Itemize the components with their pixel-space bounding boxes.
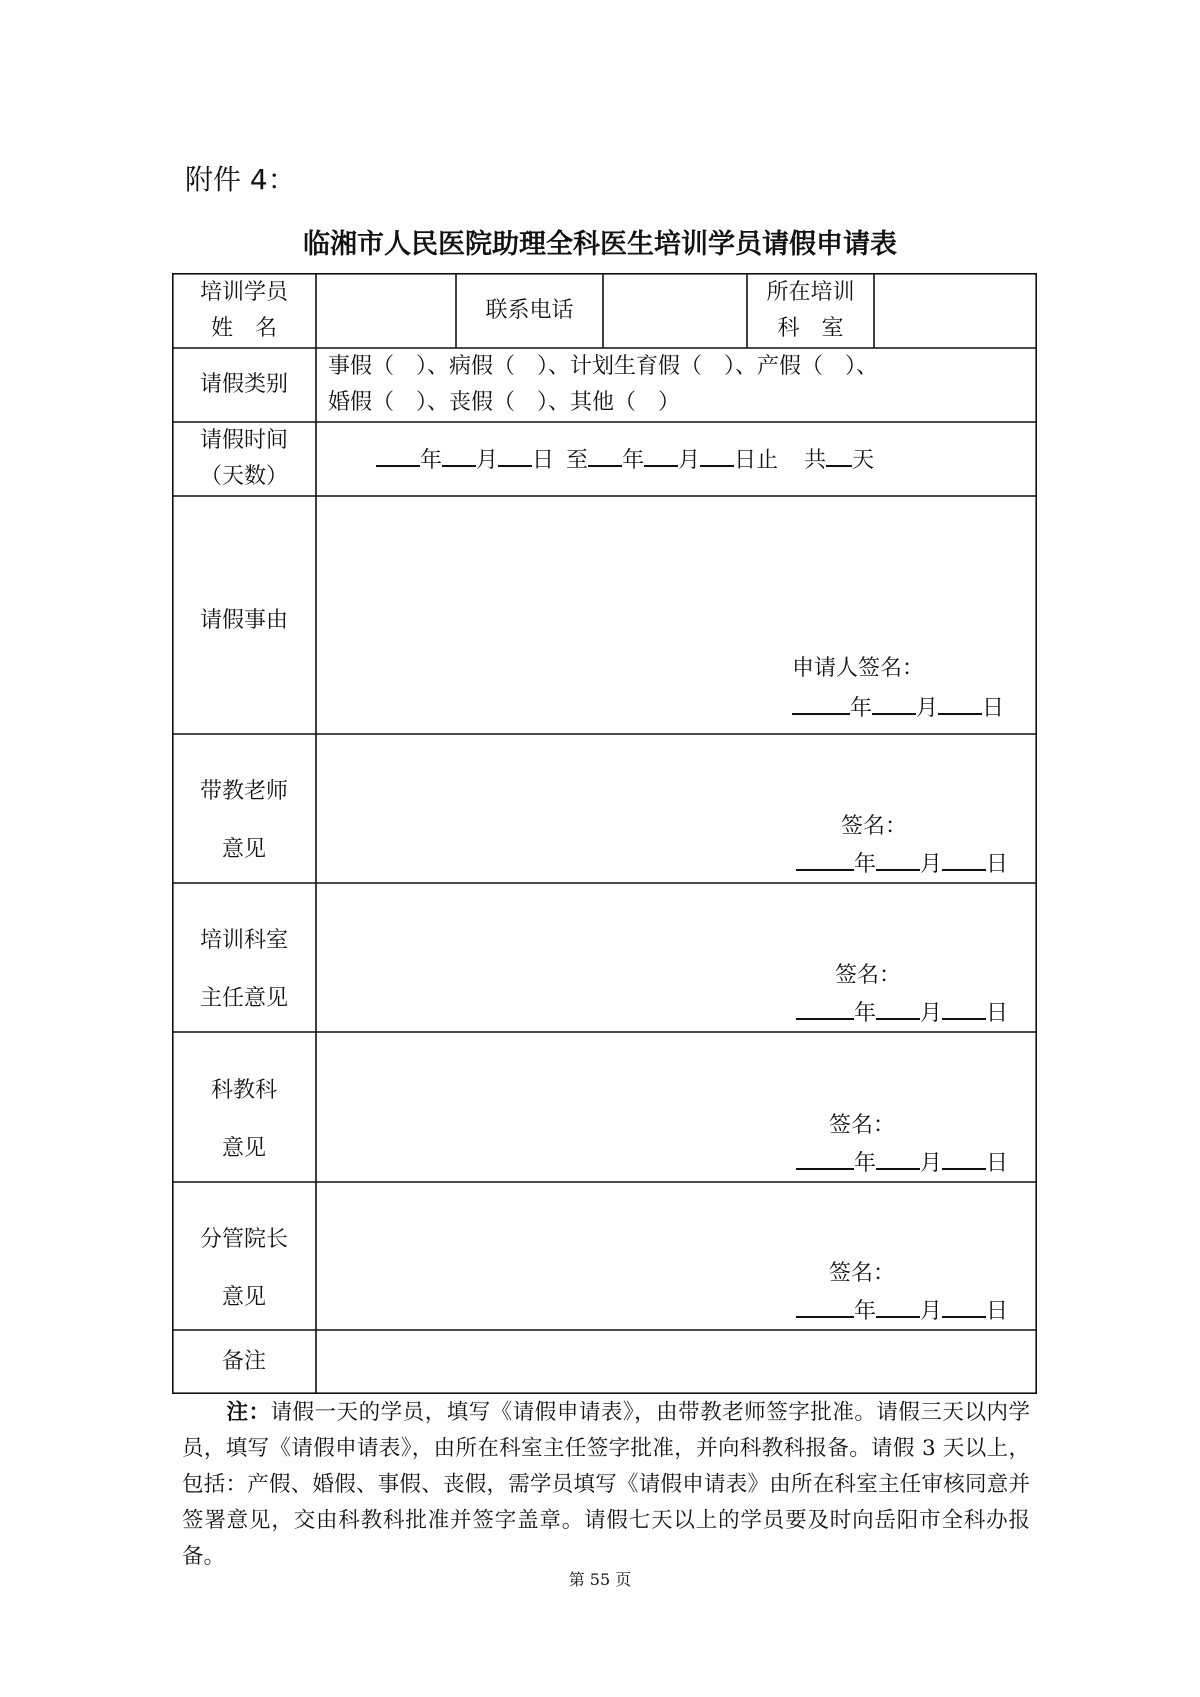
note-text: 请假一天的学员，填写《请假申请表》，由带教老师签字批准。请假三天以内学员，填写《请假申请表》，由所在科室主任签字批准，并向科教科报备。请假 3 天以上，包括：产假、婚假、事假、丧假，需学员填写《请假申请表》由所在科室主任审核同意并签署意见，交由科教科批准并签字盖章。请假七天以上的学员要及时向岳阳市全科办报备。 bbox=[182, 1400, 1030, 1569]
end-month-blank[interactable] bbox=[644, 441, 678, 467]
start-month-blank[interactable] bbox=[442, 441, 476, 467]
teacher-opinion-label bbox=[172, 763, 316, 879]
dean-sign-date[interactable] bbox=[796, 1292, 1008, 1330]
start-year-blank[interactable] bbox=[376, 441, 420, 467]
teacher-label-line-1: 带教老师 bbox=[199, 779, 288, 804]
form-title: 临湘市人民医院助理全科医生培训学员请假申请表 bbox=[303, 229, 897, 260]
teacher-sign-date[interactable] bbox=[796, 845, 1008, 883]
director-opinion-label bbox=[172, 912, 316, 1028]
science-year-blank[interactable] bbox=[796, 1144, 854, 1170]
dept-label-line-1: 所在培训 bbox=[766, 280, 855, 305]
teacher-year-unit: 年 bbox=[854, 852, 877, 877]
director-day-blank[interactable] bbox=[942, 994, 986, 1020]
dean-month-blank[interactable] bbox=[876, 1292, 920, 1318]
leave-type-line-1: 事假（ ）、病假（ ）、计划生育假（ ）、产假（ ）、 bbox=[328, 354, 879, 379]
science-sign-date[interactable] bbox=[796, 1144, 1008, 1182]
science-year-unit: 年 bbox=[854, 1151, 877, 1176]
dean-opinion-label bbox=[172, 1211, 316, 1327]
page-number: 第 55 页 bbox=[568, 1570, 632, 1589]
leave-date-range[interactable] bbox=[376, 441, 874, 479]
end-day-blank[interactable] bbox=[700, 441, 734, 467]
science-dept-opinion-label bbox=[172, 1062, 316, 1178]
leave-type-label: 请假类别 bbox=[199, 372, 288, 397]
dept-field[interactable] bbox=[876, 275, 1034, 347]
teacher-year-blank[interactable] bbox=[796, 845, 854, 871]
phone-field[interactable] bbox=[605, 275, 745, 347]
total-label: 共 bbox=[804, 448, 827, 473]
applicant-month-unit: 月 bbox=[916, 696, 939, 721]
science-sign-label: 签名： bbox=[829, 1113, 896, 1138]
end-month-unit: 月 bbox=[678, 448, 701, 473]
dept-label bbox=[747, 275, 874, 347]
science-day-unit: 日 bbox=[986, 1151, 1009, 1176]
applicant-sign-date[interactable] bbox=[792, 689, 1004, 727]
instruction-note bbox=[182, 1395, 1030, 1575]
reason-field[interactable] bbox=[318, 499, 1034, 649]
reason-label: 请假事由 bbox=[199, 608, 288, 633]
teacher-month-unit: 月 bbox=[920, 852, 943, 877]
director-opinion-field[interactable] bbox=[318, 886, 1034, 936]
start-year-unit: 年 bbox=[420, 448, 443, 473]
teacher-month-blank[interactable] bbox=[876, 845, 920, 871]
science-month-unit: 月 bbox=[920, 1151, 943, 1176]
note-prefix: 注： bbox=[226, 1400, 271, 1425]
teacher-label-line-2: 意见 bbox=[221, 837, 266, 862]
leave-time-label-line-1: 请假时间 bbox=[199, 428, 288, 453]
leave-type-options[interactable] bbox=[328, 349, 878, 421]
science-day-blank[interactable] bbox=[942, 1144, 986, 1170]
dean-year-unit: 年 bbox=[854, 1299, 877, 1324]
teacher-day-unit: 日 bbox=[986, 852, 1009, 877]
applicant-month-blank[interactable] bbox=[872, 689, 916, 715]
remarks-label: 备注 bbox=[221, 1349, 266, 1374]
leave-application-table bbox=[172, 273, 1037, 1394]
applicant-year-blank[interactable] bbox=[792, 689, 850, 715]
director-year-unit: 年 bbox=[854, 1001, 877, 1026]
science-month-blank[interactable] bbox=[876, 1144, 920, 1170]
teacher-sign-label: 签名： bbox=[841, 814, 908, 839]
start-day-blank[interactable] bbox=[498, 441, 532, 467]
attachment-label: 附件 4： bbox=[185, 163, 296, 196]
director-year-blank[interactable] bbox=[796, 994, 854, 1020]
trainee-name-label bbox=[172, 275, 316, 347]
start-month-unit: 月 bbox=[476, 448, 499, 473]
dean-opinion-field[interactable] bbox=[318, 1185, 1034, 1235]
dean-sign-label: 签名： bbox=[829, 1261, 896, 1286]
teacher-opinion-field[interactable] bbox=[318, 737, 1034, 787]
dean-label-line-1: 分管院长 bbox=[199, 1227, 288, 1252]
leave-time-label-line-2: （天数） bbox=[199, 464, 288, 489]
director-day-unit: 日 bbox=[986, 1001, 1009, 1026]
director-sign-date[interactable] bbox=[796, 994, 1008, 1032]
date-to-label: 至 bbox=[566, 448, 589, 473]
director-sign-label: 签名： bbox=[835, 963, 902, 988]
dean-month-unit: 月 bbox=[920, 1299, 943, 1324]
trainee-name-label-line-2: 姓 名 bbox=[210, 316, 277, 341]
applicant-day-blank[interactable] bbox=[938, 689, 982, 715]
dean-label-line-2: 意见 bbox=[221, 1285, 266, 1310]
director-label-line-2: 主任意见 bbox=[199, 986, 288, 1011]
director-label-line-1: 培训科室 bbox=[199, 928, 288, 953]
total-days-blank[interactable] bbox=[826, 441, 852, 467]
science-dept-opinion-field[interactable] bbox=[318, 1035, 1034, 1085]
dept-label-line-2: 科 室 bbox=[777, 316, 844, 341]
director-month-blank[interactable] bbox=[876, 994, 920, 1020]
trainee-name-label-line-1: 培训学员 bbox=[199, 280, 288, 305]
end-year-blank[interactable] bbox=[588, 441, 622, 467]
applicant-day-unit: 日 bbox=[982, 696, 1005, 721]
leave-time-label bbox=[172, 423, 316, 495]
dean-day-blank[interactable] bbox=[942, 1292, 986, 1318]
applicant-sign-label: 申请人签名： bbox=[792, 656, 925, 681]
total-days-unit: 天 bbox=[852, 448, 875, 473]
teacher-day-blank[interactable] bbox=[942, 845, 986, 871]
phone-label: 联系电话 bbox=[485, 298, 574, 323]
applicant-year-unit: 年 bbox=[850, 696, 873, 721]
dean-year-blank[interactable] bbox=[796, 1292, 854, 1318]
director-month-unit: 月 bbox=[920, 1001, 943, 1026]
end-day-unit: 日止 bbox=[734, 448, 779, 473]
remarks-field[interactable] bbox=[318, 1333, 1034, 1391]
science-label-line-2: 意见 bbox=[221, 1136, 266, 1161]
dean-day-unit: 日 bbox=[986, 1299, 1009, 1324]
end-year-unit: 年 bbox=[622, 448, 645, 473]
science-label-line-1: 科教科 bbox=[210, 1078, 277, 1103]
trainee-name-field[interactable] bbox=[318, 275, 454, 347]
start-day-unit: 日 bbox=[532, 448, 555, 473]
leave-type-line-2: 婚假（ ）、丧假（ ）、其他（ ） bbox=[328, 390, 681, 415]
